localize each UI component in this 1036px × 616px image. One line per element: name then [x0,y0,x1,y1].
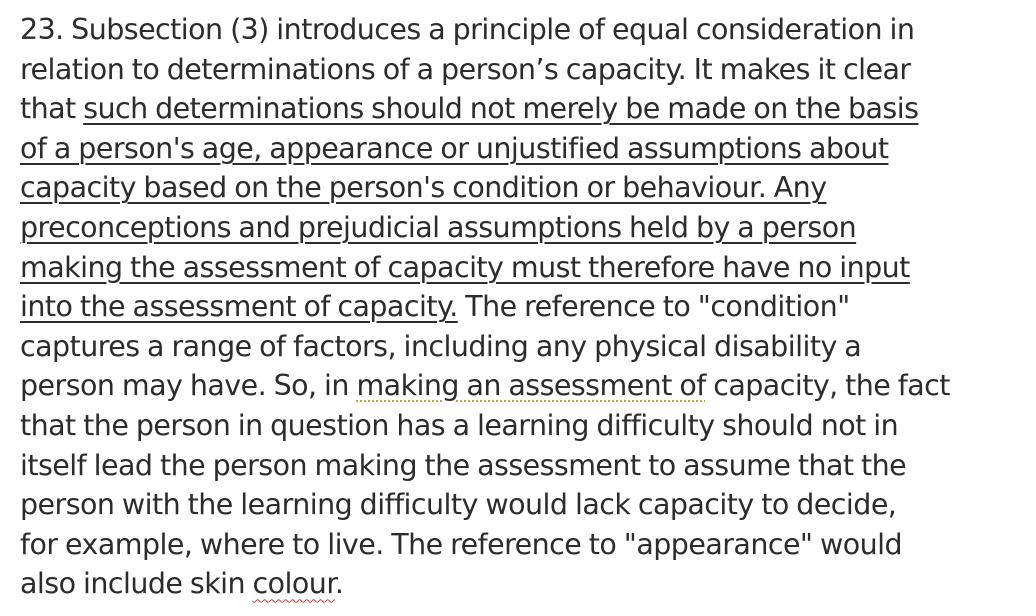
text-run: The reference to "condition" [457,290,850,324]
text-line [20,366,1030,406]
text-line [20,525,1030,565]
text-run: also include skin [20,567,253,601]
text-line [20,129,1030,169]
underlined-text: preconceptions and prejudicial assumptions held by a person [20,210,857,244]
text-line [20,446,1030,486]
text-line [20,168,1030,208]
text-line [20,406,1030,446]
text-run: capacity, the fact [705,369,950,403]
text-line [20,50,1030,90]
text-line [20,248,1030,288]
text-line [20,564,1030,604]
text-line [20,485,1030,525]
text-line [20,327,1030,367]
text-run: person may have. So, in [20,369,357,403]
text-run: 23. Subsection (3) introduces a principle of equal consideration in [20,13,915,46]
document-body [20,10,1030,604]
text-run: itself lead the person making the assessment to assume that the [20,448,907,482]
text-run: captures a range of factors, including any physical disability a [20,329,862,363]
underlined-text: into the assessment of capacity. [20,290,458,324]
underlined-text: such determinations should not merely be made on the basis [83,92,919,126]
underlined-text: capacity based on the person's condition or behaviour. Any [20,171,827,205]
text-line [20,89,1030,129]
paragraph-23 [20,10,1030,604]
text-line [20,208,1030,248]
text-line [20,10,1030,50]
underlined-text: making the assessment of capacity must therefore have no input [20,250,910,284]
text-run: person with the learning difficulty would lack capacity to decide, [20,488,897,522]
text-run: relation to determinations of a person’s capacity. It makes it clear [20,52,911,86]
text-run: for example, where to live. The reference to "appearance" would [20,527,903,561]
text-run: . [334,567,344,601]
text-line [20,287,1030,327]
grammar-suggestion[interactable]: making an assessment of [356,369,706,403]
text-run: that the person in question has a learning difficulty should not in [20,408,899,442]
underlined-text: of a person's age, appearance or unjustified assumptions about [20,131,889,165]
text-run: that [20,92,84,126]
spelling-error[interactable]: colour [252,567,335,601]
